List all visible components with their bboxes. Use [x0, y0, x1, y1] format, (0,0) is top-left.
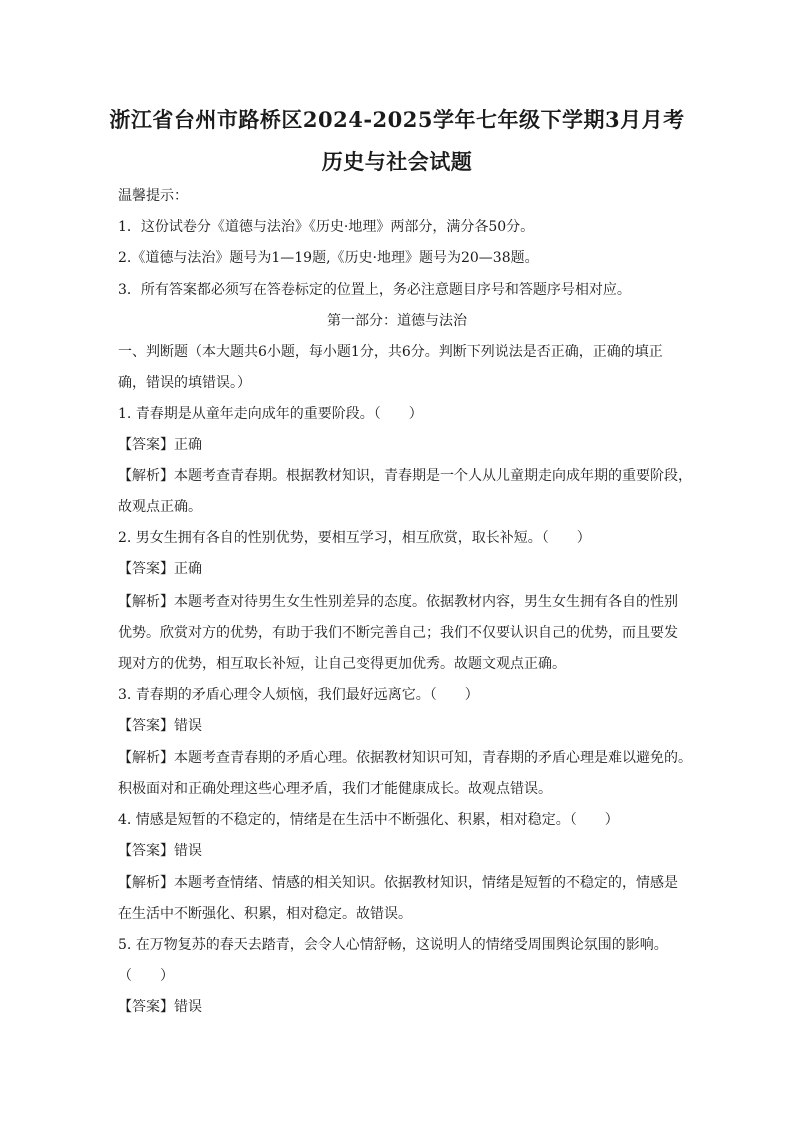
tip-item-3: 3．所有答案都必须写在答卷标定的位置上，务必注意题目序号和答题序号相对应。	[118, 282, 631, 298]
question-analysis-line: 【解析】本题考查青春期。根据教材知识，青春期是一个人从儿童期走向成年期的重要阶段，	[118, 468, 692, 484]
question-analysis-line: 故观点正确。	[118, 499, 202, 515]
tips-heading: 温馨提示：	[118, 188, 188, 204]
question-stem: 4. 情感是短暂的不稳定的，情绪是在生活中不断强化、积累，相对稳定。（ ）	[118, 812, 619, 828]
question-answer: 【答案】错误	[118, 999, 202, 1015]
question-stem: （ ）	[118, 968, 174, 984]
question-answer: 【答案】错误	[118, 718, 202, 734]
question-analysis-line: 在生活中不断强化、积累，相对稳定。故错误。	[118, 906, 412, 922]
document-title-line1: 浙江省台州市路桥区2024-2025学年七年级下学期3月月考	[109, 107, 685, 132]
question-answer: 【答案】正确	[118, 561, 202, 577]
question-stem: 3. 青春期的矛盾心理令人烦恼，我们最好远离它。（ ）	[118, 687, 479, 703]
question-analysis-line: 【解析】本题考查青春期的矛盾心理。依据教材知识可知，青春期的矛盾心理是难以避免的。	[118, 750, 692, 766]
question-answer: 【答案】正确	[118, 437, 202, 453]
question-stem: 5. 在万物复苏的春天去踏青，会令人心情舒畅，这说明人的情绪受周围舆论氛围的影响。	[118, 937, 668, 953]
tip-item-1: 1．这份试卷分《道德与法治》《历史·地理》两部分，满分各50分。	[118, 219, 535, 235]
part-heading: 第一部分：道德与法治	[327, 313, 467, 329]
question-analysis-line: 优势。欣赏对方的优势，有助于我们不断完善自己；我们不仅要认识自己的优势，而且要发	[118, 625, 678, 641]
question-analysis-line: 【解析】本题考查对待男生女生性别差异的态度。依据教材内容，男生女生拥有各自的性别	[118, 594, 678, 610]
section-intro-line-2: 确，错误的填错误。）	[118, 375, 251, 391]
document-title-line2: 历史与社会试题	[321, 149, 473, 174]
question-analysis-line: 现对方的优势，相互取长补短，让自己变得更加优秀。故题文观点正确。	[118, 656, 566, 672]
question-stem: 1. 青春期是从童年走向成年的重要阶段。（ ）	[118, 406, 423, 422]
question-analysis-line: 【解析】本题考查情绪、情感的相关知识。依据教材知识，情绪是短暂的不稳定的，情感是	[118, 875, 678, 891]
question-stem: 2. 男女生拥有各自的性别优势，要相互学习，相互欣赏，取长补短。（ ）	[118, 530, 591, 546]
question-analysis-line: 积极面对和正确处理这些心理矛盾，我们才能健康成长。故观点错误。	[118, 781, 552, 797]
section-intro-line-1: 一、判断题（本大题共6小题，每小题1分，共6分。判断下列说法是否正确，正确的填正	[118, 344, 663, 360]
tip-item-2: 2.《道德与法治》题号为1—19题,《历史·地理》题号为20—38题。	[118, 250, 539, 266]
question-answer: 【答案】错误	[118, 843, 202, 859]
